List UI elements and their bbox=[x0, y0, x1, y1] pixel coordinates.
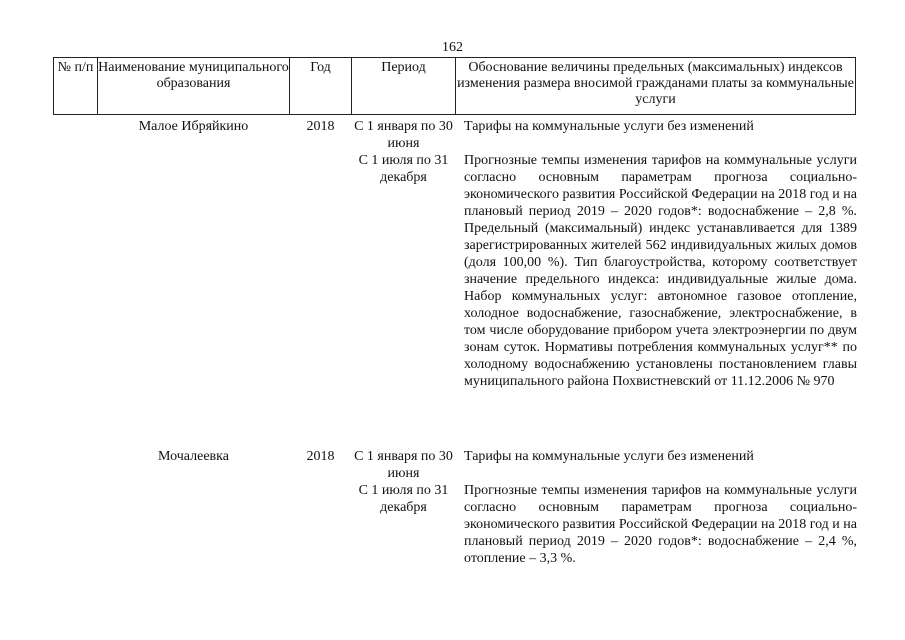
forecast-text: Прогнозные темпы изменения тарифов на коммунальные услуги согласно основным параметрам прогноза социально-экономического развития Российской Федерации на 2018 год и на плановый период 2019 – 2020 годов*: водоснабжение – 2,4 %, отопление – 3,3 %. bbox=[464, 483, 858, 566]
header-year: Год bbox=[289, 57, 352, 115]
row-year: 2018 bbox=[306, 449, 335, 464]
header-num: № п/п bbox=[53, 57, 98, 115]
header-justification: Обоснование величины предельных (максимальных) индексов изменения размера вносимой гражданами платы за коммунальные услуги bbox=[455, 57, 856, 115]
forecast-text: Прогнозные темпы изменения тарифов на коммунальные услуги согласно основным параметрам прогноза социально-экономического развития Российской Федерации на 2018 год и на плановый период 2019 – 2020 годов*: водоснабжение – 2,8 %. Предельный (максимальный) индекс устанавливается для 1389 зарегистрированных жителей 562 индивидуальных жилых домов (доля 100,00 %). Тип благоустройства, которому соответствует значение предельного индекса: индивидуальные жилые дома. Набор коммунальных услуг: автономное газовое отопление, холодное водоснабжение, газоснабжение, электроснабжение, в том числе оборудование прибором учета электроэнергии по двум зонам суток. Нормативы потребления коммунальных услуг** по холодному водоснабжению установлены постановлением главы муниципального района Похвистневский от 11.12.2006 № 970 bbox=[464, 153, 858, 389]
header-period: Период bbox=[351, 57, 456, 115]
row-justification bbox=[464, 118, 857, 390]
row-municipality: Малое Ибряйкино bbox=[138, 119, 249, 134]
tariff-note: Тарифы на коммунальные услуги без изменений bbox=[464, 119, 754, 134]
row-period-first-half: С 1 января по 30 июня bbox=[354, 119, 453, 151]
row-period-second-half: С 1 июля по 31 декабря bbox=[358, 483, 449, 515]
page-number: 162 bbox=[442, 40, 463, 55]
row-justification bbox=[464, 448, 857, 567]
row-period-first-half: С 1 января по 30 июня bbox=[354, 449, 453, 481]
tariff-note: Тарифы на коммунальные услуги без изменений bbox=[464, 449, 754, 464]
row-year: 2018 bbox=[306, 119, 335, 134]
row-municipality: Мочалеевка bbox=[158, 449, 229, 464]
row-period-second-half: С 1 июля по 31 декабря bbox=[358, 153, 449, 185]
header-municipality: Наименование муниципального образования bbox=[97, 57, 290, 115]
